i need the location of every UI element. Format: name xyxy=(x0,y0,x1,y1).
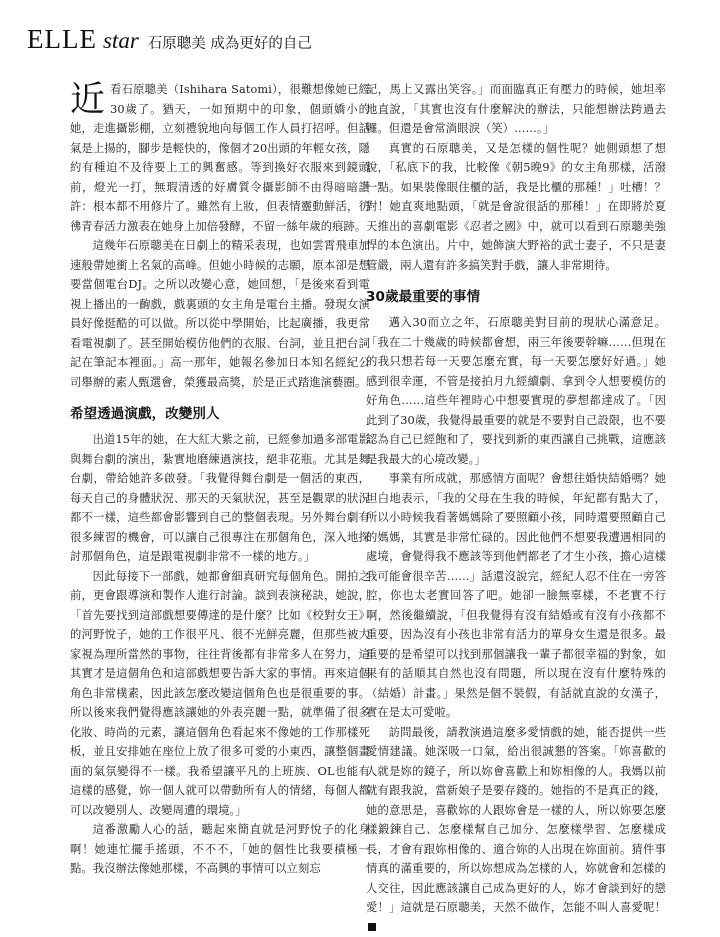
section-heading: 希望透過演戲，改變別人 xyxy=(70,405,370,424)
drop-cap: 近 xyxy=(70,82,105,118)
end-mark-icon xyxy=(368,923,376,931)
page-header xyxy=(27,24,312,54)
section-label: star xyxy=(103,28,139,54)
final-paragraph xyxy=(366,723,666,937)
article-right-column xyxy=(366,80,666,937)
brand-logo: ELLE xyxy=(27,24,97,55)
article-title: 石原聰美 成為更好的自己 xyxy=(148,32,312,53)
body-paragraph: 真實的石原聰美，又是怎樣的個性呢？她側頭想了想說，「私底下的我，比較像《朝5晚9》的女主角那樣，活潑一點。如果裝像眼住櫃的話，我是比櫃的那種！」吐槽！？對！她直爽地點頭，「就是會說很話的那種！」在即將於夏天推出的喜劇電影《忍者之國》中，就可以看到石原聰美強悍的本色演出。片中，她飾演大野裕的武士妻子，不只是妻管嚴，兩人還有許多搞笑對手戲，讓人非常期待。 xyxy=(366,139,666,276)
body-paragraph: 記，馬上又露出笑容。」而面臨真正有壓力的時候，她坦率地直說，「其實也沒有什麼解決的辦法，只能想辦法跨過去囉。但還是會常淌眼淚（笑）……。」 xyxy=(366,80,666,139)
intro-paragraph xyxy=(70,80,370,236)
intro-text: 看石原聰美（Ishihara Satomi），很難想像她已經30歲了。猶天，一如預期中的印象，個頭嬌小的她，走進攝影棚，立刻禮貌地向每個工作人員打招呼。但話氣是上揚的，腳步是輕快的，像個才20出頭的年輕女孩，隱約有種迫不及待要上工的興奮感。等到換好衣服來到鏡頭前，燈光一打，無瑕清透的好膚質令攝影師不由得暗暗讚許：根本都不用修片了。雖然有上妝，但表情靈動鮮活，彷彿青春活力激表在她身上加倍發酵，不留一絲年歲的痕跡。 xyxy=(70,83,370,233)
body-paragraph: 因此每接下一部戲，她都會細真研究每個角色。開拍之前，更會跟導演和製作人進行討論。談到表演秘訣，她說，「首先要找到這部戲想要傳達的是什麼？比如《校對女王》的河野悅子，她的工作很平凡、很不光鮮亮麗，但那些被大家視為理所當然的事物，往往背後都有非常多人在努力，這其實才是這個角色和這部戲想要告訴大家的事情。再來這個角色非常樸素，因此該怎麼改變這個角色也是很重要的事。所以後來我們覺得應該讓她的外表亮麗一點，就準備了很多化妝、時尚的元素，讓這個角色看起來不像她的工作那樣死板，並且安排她在座位上放了很多可愛的小東西，讓整個畫面的氣氛變得不一樣。我希望讓平凡的上班族、OL也能有這樣的感覺，妳一個人就可以帶動所有人的情緒，每個人都可以改變別人、改變周遭的環境。」 xyxy=(70,567,370,821)
section-heading: 30歲最重要的事情 xyxy=(366,288,666,307)
final-text: 訪問最後，請教演過這麼多愛情戲的她，能否提供一些愛情建議。她深吸一口氣，給出很誠懇的答案。「妳喜歡的人就是妳的鏡子，所以妳會喜歡上和妳相像的人。我媽以前就有跟我說，當新娘子是要存錢的。她指的不是真正的錢，她的意思是，喜歡妳的人跟妳會是一樣的人，所以妳要怎麼樣鍛鍊自己、怎麼樣幫自己加分、怎麼樣學習、怎麼樣成長，才會有跟妳相像的、適合妳的人出現在妳面前。猜件事情真的滿重要的，所以妳想成為怎樣的人，妳就會和怎樣的人交往，因此應該讓自己成為更好的人，妳才會談到好的戀愛！」這就是石原聰美，天然不做作，怎能不叫人喜愛呢！ xyxy=(366,726,666,915)
body-paragraph: 邁入30而立之年，石原聰美對目前的現狀心滿意足。「我在二十幾歲的時候都會想，兩三年後要幹嘛……但現在的我只想若每一天要怎麼充實，每一天要怎麼好好過。」她感到很幸運，不管是接拍月九經續劇、拿到令人想要模仿的好角色……這些年裡時心中想要實現的夢想都達成了。「因此到了30歲，我覺得最重要的就是不要對自己設限，也不要認為自己已經飽和了，要找到新的東西讓自己挑戰，這應該是我最大的心境改變。」 xyxy=(366,313,666,469)
body-paragraph: 這幾年石原聰美在日劇上的精采表現，也如雲霄飛車加速般帶她衝上名氣的高峰。但她小時候的志願，原本卻是想要當個電台DJ。之所以改變心意，她回想，「是後來看到電視上播出的一齣戲，戲裏頭的女主角是電台主播。發現女演員好像挺酷的可以做。所以從中學開始，比起廣播，我更常看電視劇了。甚至開始模仿他們的衣服、台詞，並且把台詞記在筆記本裡面。」高一那年，她報名參加日本知名經紀公司舉辦的素人甄選會，榮獲最高獎，於是正式踏進演藝圈。 xyxy=(70,236,370,392)
body-paragraph: 出道15年的她，在大紅大紫之前，已經參加過多部電影與舞台劇的演出，紮實地磨練過演技，絕非花瓶。尤其是舞台劇，帶給她許多啟發。「我覺得舞台劇是一個活的東西，每天自己的身體狀況、那天的天氣狀況，甚至是觀眾的狀況都不一樣，這些都會影響到自己的整個表現。另外舞台劇有很多練習的機會，可以讓自己很專注在那個角色，深入地探討那個角色，這是跟電視劇非常不一樣的地方。」 xyxy=(70,430,370,567)
body-paragraph: 這番激勵人心的話，聽起來簡直就是河野悅子的化身啊！她連忙擺手搖頭，不不不，「她的個性比我要積極一點。我沒辦法像她那樣，不高興的事情可以立刻忘 xyxy=(70,820,370,879)
article-left-column xyxy=(70,80,370,879)
body-paragraph: 事業有所成就，那感情方面呢？會想往婚快結婚嗎？她坦白地表示，「我的父母在生我的時候，年紀都有點大了，所以小時候我看著媽媽除了要照顧小孩，同時還要照顧自己的媽媽，其實是非常忙碌的。因此他們不想要我遭遇相同的處境，會覺得我不應該等到他們都老了才生小孩，擔心這樣我可能會很辛苦……」話還沒說完，經紀人忍不住在一旁答腔，你也太老實回答了吧。她卻一臉無辜樣，不老實不行啊，然後繼續說，「但我覺得有沒有結婚或有沒有小孩都不重要，因為沒有小孩也非常有活力的單身女生還是很多。最重要的是希望可以找到那個讓我一輩子都很幸福的對象，如果有的話順其自然也沒有問題，所以現在沒有什麼特殊的（結婚）計畫。」果然是個不裝假，有話就直說的女漢子，實在是太可愛啦。 xyxy=(366,469,666,723)
